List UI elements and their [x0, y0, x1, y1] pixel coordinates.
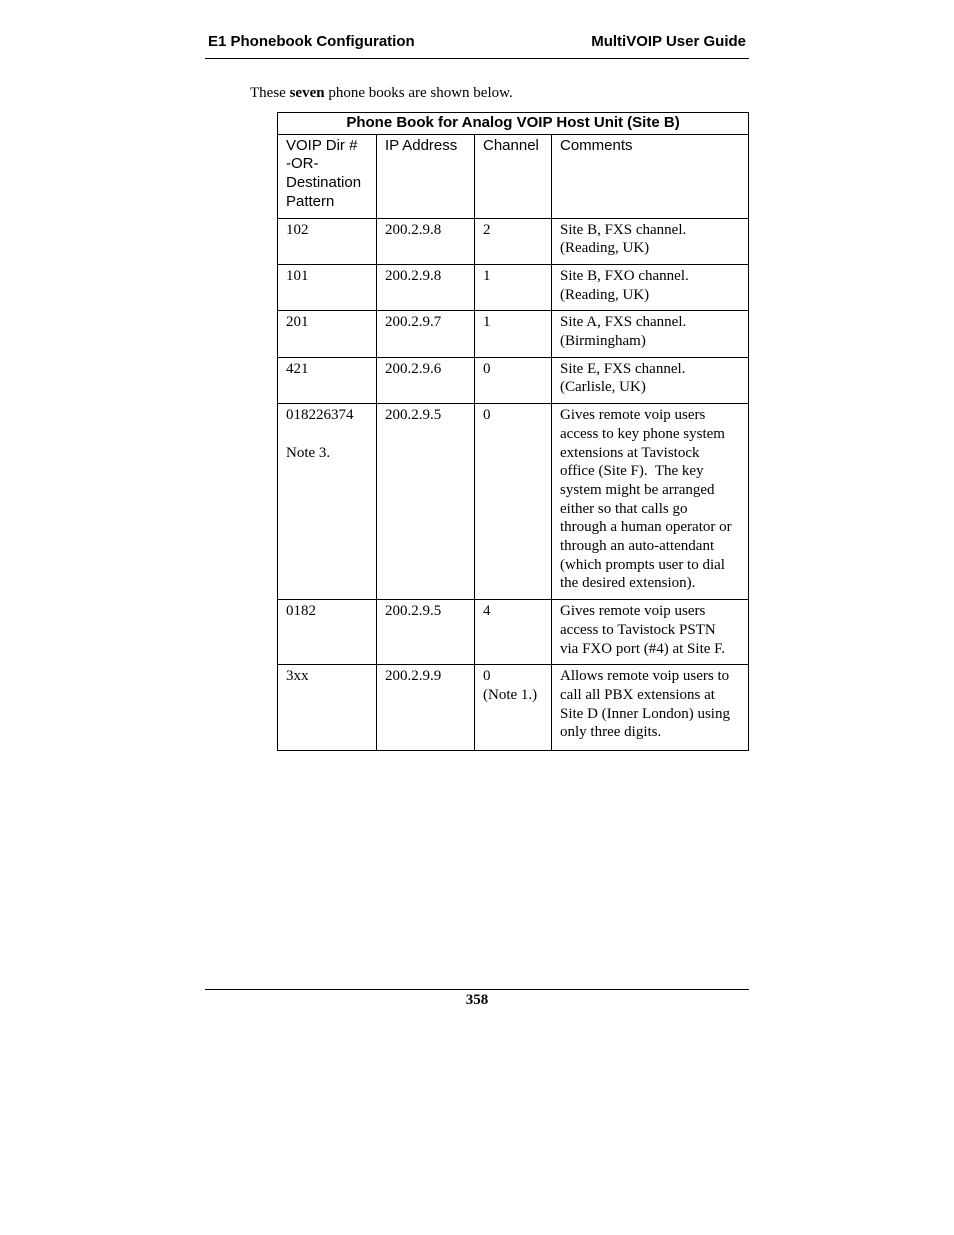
header-rule: [205, 58, 749, 59]
cell-ip: 200.2.9.9: [377, 665, 475, 751]
cell-comments: [552, 404, 749, 600]
cell-comments: [552, 311, 749, 357]
comment-line: (Birmingham): [560, 333, 646, 350]
cell-comments: [552, 264, 749, 310]
page-number: 358: [465, 992, 489, 1008]
column-header-voip-line: Destination: [286, 174, 362, 192]
comment-line: access to Tavistock PSTN: [560, 621, 716, 638]
cell-ip: 200.2.9.5: [377, 404, 475, 600]
cell-voip: [278, 404, 377, 600]
cell-comments: [552, 665, 749, 751]
cell-comments: [552, 218, 749, 264]
cell-channel: 0: [475, 404, 552, 600]
comment-line: Gives remote voip users: [560, 407, 706, 424]
comment-line: (Reading, UK): [560, 286, 650, 303]
table-row: [278, 218, 749, 264]
intro-text-bold: seven: [289, 85, 325, 101]
running-header-title: MultiVOIP User Guide: [591, 33, 746, 50]
comment-line: Site E, FXS channel.: [560, 360, 686, 377]
table-row: [278, 600, 749, 665]
comment-line: system might be arranged: [560, 481, 715, 498]
cell-channel-value: 0: [483, 668, 491, 685]
table-row: [278, 311, 749, 357]
comment-line: the desired extension).: [560, 575, 696, 592]
column-header-voip-line: Pattern: [286, 192, 335, 210]
cell-ip: 200.2.9.8: [377, 264, 475, 310]
comment-line: through a human operator or: [560, 519, 732, 536]
comment-line: Site A, FXS channel.: [560, 314, 687, 331]
cell-channel: 2: [475, 218, 552, 264]
cell-channel: 4: [475, 600, 552, 665]
comment-line: through an auto-attendant: [560, 538, 715, 555]
column-header-ip: IP Address: [377, 134, 475, 218]
cell-voip: 421: [278, 357, 377, 403]
cell-channel: 1: [475, 264, 552, 310]
cell-comments: [552, 600, 749, 665]
cell-voip: 102: [278, 218, 377, 264]
comment-line: Site B, FXS channel.: [560, 221, 687, 238]
cell-voip: 3xx: [278, 665, 377, 751]
table-row: [278, 264, 749, 310]
comment-line: Site D (Inner London) using: [560, 705, 730, 722]
cell-voip: 101: [278, 264, 377, 310]
cell-ip: 200.2.9.5: [377, 600, 475, 665]
cell-channel: 1: [475, 311, 552, 357]
cell-voip-note: Note 3.: [286, 444, 331, 461]
comment-line: access to key phone system: [560, 425, 725, 442]
comment-line: via FXO port (#4) at Site F.: [560, 640, 726, 657]
table-title: Phone Book for Analog VOIP Host Unit (Site B): [278, 113, 749, 135]
comment-line: (which prompts user to dial: [560, 556, 725, 573]
cell-channel: 0: [475, 357, 552, 403]
comment-line: extensions at Tavistock: [560, 444, 700, 461]
column-header-voip: [278, 134, 377, 218]
comment-line: Gives remote voip users: [560, 603, 706, 620]
cell-ip: 200.2.9.7: [377, 311, 475, 357]
cell-ip: 200.2.9.8: [377, 218, 475, 264]
comment-line: (Reading, UK): [560, 240, 650, 257]
table-row: [278, 357, 749, 403]
phone-book-table: [277, 112, 749, 751]
table-title-row: [278, 113, 749, 135]
intro-text-end: phone books are shown below.: [324, 85, 513, 101]
comment-line: call all PBX extensions at: [560, 686, 715, 703]
column-header-voip-line: -OR-: [286, 155, 319, 173]
comment-line: office (Site F). The key: [560, 463, 704, 480]
cell-voip: 201: [278, 311, 377, 357]
comment-line: Site B, FXO channel.: [560, 267, 689, 284]
comment-line: Allows remote voip users to: [560, 668, 730, 685]
column-header-row: [278, 134, 749, 218]
cell-voip: 0182: [278, 600, 377, 665]
table-row: [278, 665, 749, 751]
intro-paragraph: [250, 85, 513, 102]
footer-rule: [205, 989, 749, 990]
column-header-channel: Channel: [475, 134, 552, 218]
cell-channel-note: (Note 1.): [483, 686, 538, 703]
cell-comments: [552, 357, 749, 403]
cell-channel: [475, 665, 552, 751]
column-header-voip-line: VOIP Dir #: [286, 136, 358, 154]
comment-line: either so that calls go: [560, 500, 688, 517]
running-header-section: E1 Phonebook Configuration: [208, 33, 415, 50]
column-header-comments: Comments: [552, 134, 749, 218]
cell-voip-value: 018226374: [286, 407, 354, 424]
intro-text-start: These: [250, 85, 290, 101]
comment-line: only three digits.: [560, 724, 662, 741]
comment-line: (Carlisle, UK): [560, 379, 646, 396]
cell-ip: 200.2.9.6: [377, 357, 475, 403]
table-row: [278, 404, 749, 600]
